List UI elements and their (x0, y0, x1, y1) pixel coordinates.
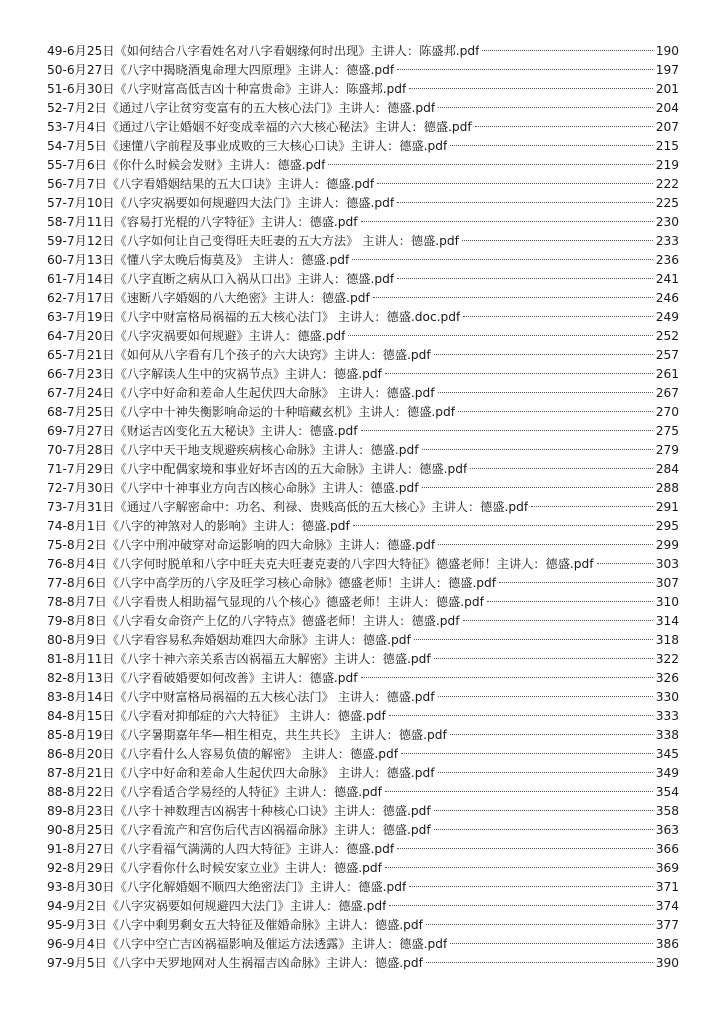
toc-entry-title: 80-8月9日《八字看容易私奔婚姻劫难四大命脉》主讲人：德盛.pdf (47, 633, 411, 647)
toc-entry-page-number: 333 (655, 709, 679, 723)
toc-entry-page-number: 190 (655, 44, 679, 58)
toc-entry-title: 62-7月17日《速断八字婚姻的八大绝密》主讲人：德盛.pdf (47, 291, 370, 305)
toc-entry[interactable] (47, 555, 679, 574)
dot-leader (385, 867, 653, 868)
dot-leader (361, 677, 653, 678)
dot-leader (401, 753, 653, 754)
dot-leader (597, 563, 653, 564)
toc-entry-page-number: 299 (655, 538, 679, 552)
dot-leader (438, 392, 653, 393)
toc-entry[interactable] (47, 270, 679, 289)
toc-entry[interactable] (47, 612, 679, 631)
toc-entry-page-number: 207 (655, 120, 679, 134)
toc-entry-page-number: 369 (655, 861, 679, 875)
dot-leader (463, 316, 652, 317)
toc-entry-title: 67-7月24日《八字中好命和差命人生起伏四大命脉》 主讲人：德盛.pdf (47, 386, 435, 400)
toc-entry-title: 92-8月29日《八字看你什么时候安家立业》主讲人：德盛.pdf (47, 861, 382, 875)
toc-entry-title: 85-8月19日《八字暑期嘉年华—相生相克，共生共长》 主讲人：德盛.pdf (47, 728, 447, 742)
dot-leader (470, 468, 652, 469)
toc-entry-title: 77-8月6日《八字中高学历的八字及旺学习核心命脉》德盛老师！主讲人：德盛.pdf (47, 576, 497, 590)
toc-entry[interactable] (47, 403, 679, 422)
toc-entry-title: 64-7月20日《八字灾祸要如何规避》主讲人：德盛.pdf (47, 329, 346, 343)
toc-entry-title: 75-8月2日《八字中刑冲破穿对命运影响的四大命脉》主讲人：德盛.pdf (47, 538, 436, 552)
dot-leader (438, 107, 653, 108)
dot-leader (426, 962, 653, 963)
toc-entry[interactable] (47, 745, 679, 764)
toc-entry-page-number: 390 (655, 956, 679, 970)
toc-entry-page-number: 366 (655, 842, 679, 856)
toc-entry-page-number: 267 (655, 386, 679, 400)
toc-entry[interactable] (47, 479, 679, 498)
dot-leader (458, 411, 653, 412)
toc-entry[interactable] (47, 289, 679, 308)
dot-leader (361, 430, 653, 431)
toc-entry[interactable] (47, 118, 679, 137)
dot-leader (531, 506, 653, 507)
dot-leader (385, 791, 653, 792)
toc-entry[interactable] (47, 251, 679, 270)
dot-leader (422, 449, 653, 450)
toc-entry-page-number: 338 (655, 728, 679, 742)
toc-entry-title: 53-7月4日《通过八字让婚姻不好变成幸福的六大核心秘法》主讲人：德盛.pdf (47, 120, 472, 134)
toc-entry[interactable] (47, 308, 679, 327)
toc-entry[interactable] (47, 213, 679, 232)
dot-leader (389, 715, 653, 716)
dot-leader (397, 202, 653, 203)
toc-entry-page-number: 354 (655, 785, 679, 799)
toc-entry[interactable] (47, 137, 679, 156)
toc-entry-page-number: 225 (655, 196, 679, 210)
toc-entry-title: 51-6月30日《八字财富高低吉凶十种富贵命》主讲人：陈盛邦.pdf (47, 82, 407, 96)
toc-entry-title: 74-8月1日《八字的神煞对人的影响》主讲人：德盛.pdf (47, 519, 350, 533)
toc-entry-page-number: 197 (655, 63, 679, 77)
dot-leader (409, 886, 652, 887)
toc-entry-page-number: 215 (655, 139, 679, 153)
dot-leader (434, 658, 653, 659)
toc-entry[interactable] (47, 156, 679, 175)
toc-entry-title: 81-8月11日《八字十神六亲关系吉凶祸福五大解密》主讲人：德盛.pdf (47, 652, 431, 666)
toc-entry-title: 90-8月25日《八字看流产和宫伤后代吉凶祸福命脉》主讲人：德盛.pdf (47, 823, 431, 837)
toc-entry-title: 58-7月11日《容易打光棍的八字特征》主讲人：德盛.pdf (47, 215, 358, 229)
dot-leader (397, 69, 653, 70)
dot-leader (385, 373, 653, 374)
dot-leader (438, 544, 653, 545)
toc-entry-page-number: 219 (655, 158, 679, 172)
toc-entry-title: 96-9月4日《八字中空亡吉凶祸福影响及催运方法透露》主讲人：德盛.pdf (47, 937, 448, 951)
toc-entry-title: 86-8月20日《八字看什么人容易负债的解密》 主讲人：德盛.pdf (47, 747, 398, 761)
toc-entry-title: 59-7月12日《八字如何让自己变得旺夫旺妻的五大方法》 主讲人：德盛.pdf (47, 234, 459, 248)
dot-leader (414, 639, 653, 640)
toc-entry[interactable] (47, 954, 679, 973)
toc-entry-title: 56-7月7日《八字看婚姻结果的五大口诀》主讲人：德盛.pdf (47, 177, 375, 191)
toc-entry[interactable] (47, 935, 679, 954)
dot-leader (348, 335, 652, 336)
dot-leader (482, 50, 652, 51)
dot-leader (434, 810, 653, 811)
toc-entry-page-number: 230 (655, 215, 679, 229)
toc-entry[interactable] (47, 365, 679, 384)
toc-entry-title: 83-8月14日《八字中财富格局祸福的五大核心法门》 主讲人：德盛.pdf (47, 690, 435, 704)
toc-entry[interactable] (47, 821, 679, 840)
toc-entry-title: 65-7月21日《如何从八字看有几个孩子的六大诀窍》主讲人：德盛.pdf (47, 348, 431, 362)
toc-entry-page-number: 330 (655, 690, 679, 704)
toc-entry[interactable] (47, 707, 679, 726)
toc-entry-title: 76-8月4日《八字何时脱单和八字中旺夫克夫旺妻克妻的八字四大特征》德盛老师！主讲人：德盛.pdf (47, 557, 594, 571)
toc-entry-title: 94-9月2日《八字灾祸要如何规避四大法门》主讲人：德盛.pdf (47, 899, 387, 913)
toc-entry-title: 93-8月30日《八字化解婚姻不顺四大绝密法门》主讲人：德盛.pdf (47, 880, 407, 894)
toc-entry-title: 79-8月8日《八字看女命资产上亿的八字特点》德盛老师！主讲人：德盛.pdf (47, 614, 460, 628)
toc-entry-page-number: 303 (655, 557, 679, 571)
toc-entry-page-number: 261 (655, 367, 679, 381)
toc-entry[interactable] (47, 498, 679, 517)
toc-entry[interactable] (47, 422, 679, 441)
toc-entry[interactable] (47, 897, 679, 916)
toc-entry-title: 78-8月7日《八字看贵人相助福气显现的八个核心》德盛老师！主讲人：德盛.pdf (47, 595, 484, 609)
dot-leader (434, 829, 653, 830)
toc-entry-title: 70-7月28日《八字中天干地支规避疾病核心命脉》主讲人：德盛.pdf (47, 443, 419, 457)
toc-entry[interactable] (47, 726, 679, 745)
toc-entry-title: 82-8月13日《八字看破婚要如何改善》主讲人：德盛.pdf (47, 671, 358, 685)
toc-entry-title: 91-8月27日《八字看福气满满的人四大特征》主讲人：德盛.pdf (47, 842, 395, 856)
toc-entry-page-number: 201 (655, 82, 679, 96)
toc-entry-page-number: 291 (655, 500, 679, 514)
toc-entry[interactable] (47, 593, 679, 612)
toc-entry[interactable] (47, 327, 679, 346)
toc-entry-page-number: 275 (655, 424, 679, 438)
dot-leader (499, 582, 653, 583)
toc-entry-title: 73-7月31日《通过八字解密命中：功名、利禄、贵贱高低的五大核心》主讲人：德盛.pdf (47, 500, 529, 514)
toc-entry-page-number: 307 (655, 576, 679, 590)
toc-entry-page-number: 257 (655, 348, 679, 362)
dot-leader (373, 297, 653, 298)
toc-entry[interactable] (47, 99, 679, 118)
toc-entry[interactable] (47, 460, 679, 479)
dot-leader (426, 924, 653, 925)
toc-entry-page-number: 371 (655, 880, 679, 894)
toc-entry-title: 72-7月30日《八字中十神事业方向吉凶核心命脉》主讲人：德盛.pdf (47, 481, 419, 495)
dot-leader (353, 525, 653, 526)
toc-entry[interactable] (47, 232, 679, 251)
dot-leader (397, 848, 653, 849)
toc-entry[interactable] (47, 916, 679, 935)
toc-entry-page-number: 284 (655, 462, 679, 476)
toc-entry-page-number: 358 (655, 804, 679, 818)
toc-entry[interactable] (47, 802, 679, 821)
toc-entry-title: 88-8月22日《八字看适合学易经的人特征》主讲人：德盛.pdf (47, 785, 382, 799)
toc-entry-title: 66-7月23日《八字解读人生中的灾祸节点》主讲人：德盛.pdf (47, 367, 382, 381)
toc-entry[interactable] (47, 669, 679, 688)
dot-leader (361, 221, 653, 222)
toc-entry-page-number: 349 (655, 766, 679, 780)
toc-entry-page-number: 310 (655, 595, 679, 609)
dot-leader (397, 278, 653, 279)
toc-entry-page-number: 246 (655, 291, 679, 305)
toc-entry[interactable] (47, 783, 679, 802)
toc-entry-page-number: 377 (655, 918, 679, 932)
toc-entry-title: 55-7月6日《你什么时候会发财》主讲人：德盛.pdf (47, 158, 326, 172)
dot-leader (463, 620, 653, 621)
toc-entry-page-number: 363 (655, 823, 679, 837)
dot-leader (450, 943, 652, 944)
toc-entry-title: 71-7月29日《八字中配偶家境和事业好坏吉凶的五大命脉》主讲人：德盛.pdf (47, 462, 468, 476)
toc-entry-page-number: 288 (655, 481, 679, 495)
toc-entry-page-number: 326 (655, 671, 679, 685)
toc-entry[interactable] (47, 878, 679, 897)
dot-leader (487, 601, 653, 602)
toc-entry[interactable] (47, 42, 679, 61)
dot-leader (450, 145, 652, 146)
toc-entry-title: 68-7月25日《八字中十神失衡影响命运的十种暗藏玄机》主讲人：德盛.pdf (47, 405, 456, 419)
toc-entry-title: 69-7月27日《财运吉凶变化五大秘诀》主讲人：德盛.pdf (47, 424, 358, 438)
toc-entry[interactable] (47, 194, 679, 213)
toc-entry-page-number: 386 (655, 937, 679, 951)
toc-entry[interactable] (47, 175, 679, 194)
toc-entry-title: 49-6月25日《如何结合八字看姓名对八字看姻缘何时出现》主讲人：陈盛邦.pdf (47, 44, 480, 58)
toc-entry-title: 60-7月13日《懂八字太晚后悔莫及》 主讲人：德盛.pdf (47, 253, 350, 267)
toc-entry[interactable] (47, 384, 679, 403)
toc-entry[interactable] (47, 536, 679, 555)
toc-entry[interactable] (47, 650, 679, 669)
toc-entry[interactable] (47, 441, 679, 460)
toc-entry[interactable] (47, 574, 679, 593)
toc-entry-page-number: 318 (655, 633, 679, 647)
toc-entry[interactable] (47, 80, 679, 99)
toc-entry-title: 50-6月27日《八字中揭晓酒鬼命理大四原理》主讲人：德盛.pdf (47, 63, 395, 77)
toc-entry-page-number: 249 (655, 310, 679, 324)
toc-entry-title: 63-7月19日《八字中财富格局祸福的五大核心法门》 主讲人：德盛.doc.pdf (47, 310, 461, 324)
toc-entry-page-number: 233 (655, 234, 679, 248)
toc-entry-page-number: 374 (655, 899, 679, 913)
toc-entry-page-number: 322 (655, 652, 679, 666)
toc-entry-title: 87-8月21日《八字中好命和差命人生起伏四大命脉》 主讲人：德盛.pdf (47, 766, 435, 780)
toc-entry-page-number: 345 (655, 747, 679, 761)
toc-entry[interactable] (47, 840, 679, 859)
table-of-contents (47, 42, 679, 973)
toc-entry[interactable] (47, 61, 679, 80)
toc-entry[interactable] (47, 688, 679, 707)
toc-entry-title: 54-7月5日《速懂八字前程及事业成败的三大核心口诀》主讲人：德盛.pdf (47, 139, 448, 153)
toc-entry-title: 61-7月14日《八字直断之病从口入祸从口出》主讲人：德盛.pdf (47, 272, 395, 286)
toc-entry-page-number: 279 (655, 443, 679, 457)
toc-entry[interactable] (47, 764, 679, 783)
toc-entry-page-number: 295 (655, 519, 679, 533)
toc-entry-page-number: 252 (655, 329, 679, 343)
toc-entry[interactable] (47, 859, 679, 878)
toc-entry-title: 89-8月23日《八字十神数理吉凶祸害十种核心口诀》主讲人：德盛.pdf (47, 804, 431, 818)
toc-entry-title: 97-9月5日《八字中天罗地网对人生祸福吉凶命脉》主讲人：德盛.pdf (47, 956, 423, 970)
dot-leader (462, 240, 653, 241)
dot-leader (438, 696, 653, 697)
dot-leader (475, 126, 653, 127)
toc-entry-page-number: 314 (655, 614, 679, 628)
toc-entry-title: 95-9月3日《八字中剩男剩女五大特征及催婚命脉》主讲人：德盛.pdf (47, 918, 423, 932)
dot-leader (389, 905, 652, 906)
dot-leader (328, 164, 652, 165)
toc-entry-page-number: 236 (655, 253, 679, 267)
dot-leader (450, 734, 653, 735)
toc-entry[interactable] (47, 631, 679, 650)
toc-entry-page-number: 204 (655, 101, 679, 115)
dot-leader (434, 354, 653, 355)
toc-entry-title: 84-8月15日《八字看对抑郁症的六大特征》 主讲人：德盛.pdf (47, 709, 386, 723)
toc-entry-title: 52-7月2日《通过八字让贫穷变富有的五大核心法门》主讲人：德盛.pdf (47, 101, 436, 115)
dot-leader (377, 183, 653, 184)
dot-leader (422, 487, 653, 488)
toc-entry[interactable] (47, 517, 679, 536)
toc-entry[interactable] (47, 346, 679, 365)
dot-leader (352, 259, 652, 260)
dot-leader (438, 772, 653, 773)
toc-entry-page-number: 270 (655, 405, 679, 419)
toc-entry-page-number: 222 (655, 177, 679, 191)
toc-entry-title: 57-7月10日《八字灾祸要如何规避四大法门》主讲人：德盛.pdf (47, 196, 395, 210)
toc-entry-page-number: 241 (655, 272, 679, 286)
dot-leader (409, 88, 652, 89)
